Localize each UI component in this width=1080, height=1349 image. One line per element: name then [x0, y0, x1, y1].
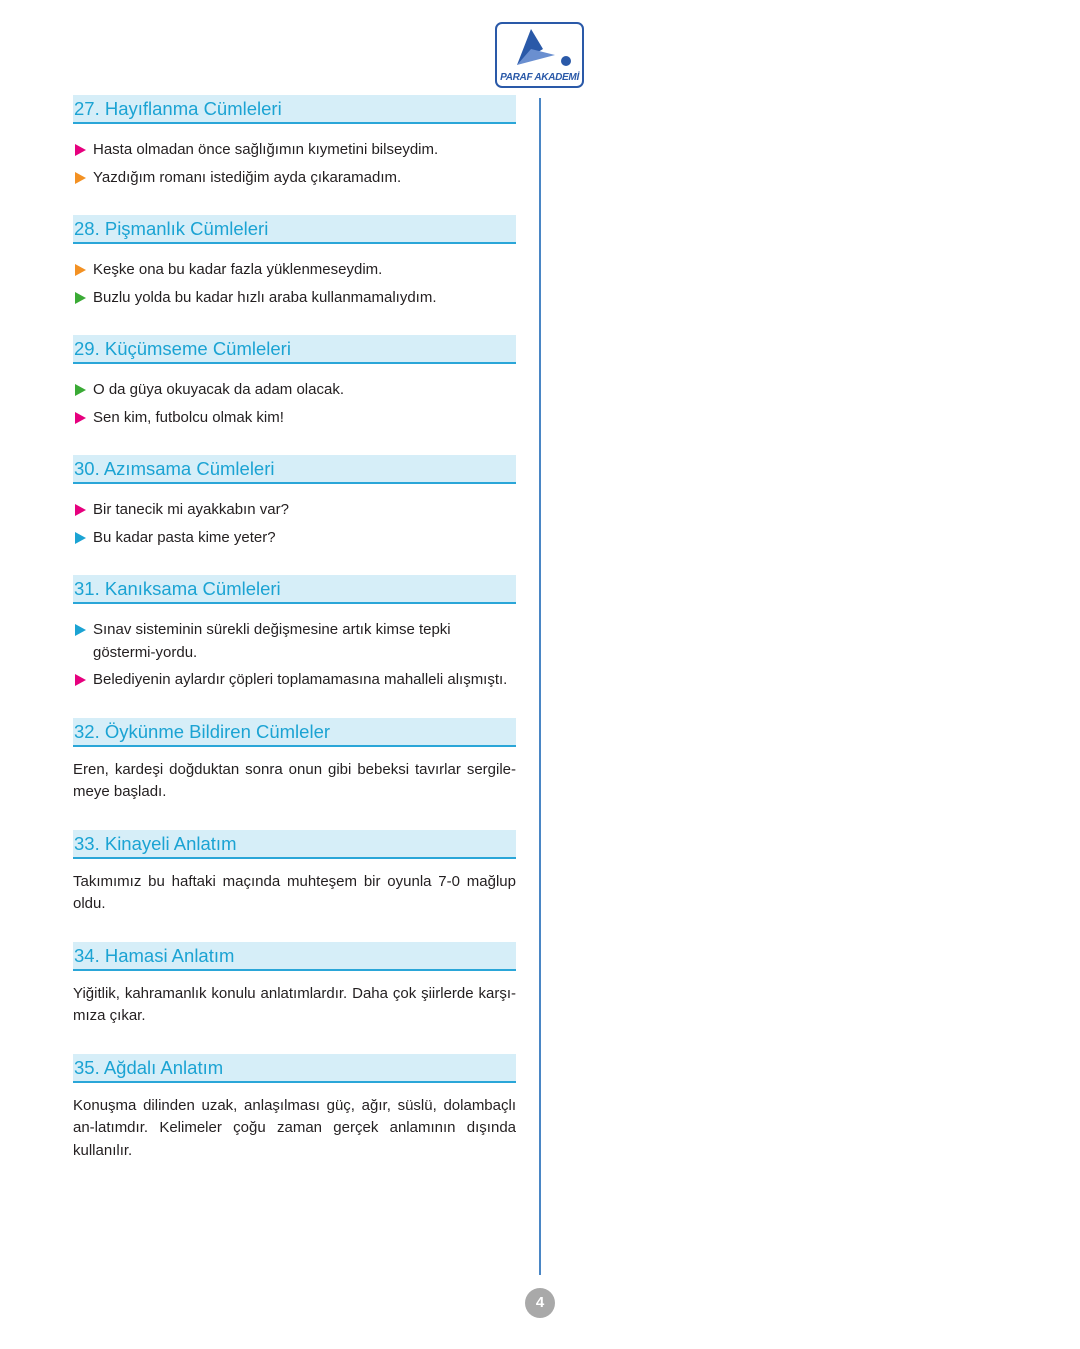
section-heading: 31. Kanıksama Cümleleri [73, 575, 516, 604]
vertical-rule [539, 98, 541, 1275]
example-item [73, 167, 516, 190]
triangle-bullet-icon [75, 264, 86, 276]
triangle-bullet-icon [75, 412, 86, 424]
example-text: Yazdığım romanı istediğim ayda çıkaramadım. [93, 168, 402, 186]
triangle-bullet-icon [75, 172, 86, 184]
example-item [73, 379, 516, 402]
example-text: Keşke ona bu kadar fazla yüklenmeseydim. [93, 261, 383, 278]
triangle-bullet-icon [75, 674, 86, 686]
example-text: O da güya okuyacak da adam olacak. [93, 381, 344, 398]
example-item [73, 259, 516, 282]
example-item [73, 499, 516, 522]
example-item [73, 527, 516, 550]
example-text: Bu kadar pasta kime yeter? [93, 528, 276, 546]
logo-mark-icon [509, 27, 575, 71]
section-heading: 30. Azımsama Cümleleri [73, 455, 516, 484]
paraf-akademi-logo [495, 22, 584, 88]
main-content [73, 95, 516, 1188]
section-paragraph: Yiğitlik, kahramanlık konulu anlatımlardır. Daha çok şiirlerde karşı-mıza çıkar. [73, 984, 516, 1024]
triangle-bullet-icon [75, 532, 86, 544]
example-item [73, 619, 516, 664]
triangle-bullet-icon [75, 624, 86, 636]
section-heading: 28. Pişmanlık Cümleleri [73, 215, 516, 244]
example-item [73, 669, 516, 692]
section [73, 1054, 516, 1163]
example-list [73, 604, 516, 692]
section [73, 95, 516, 189]
example-list [73, 124, 516, 189]
section [73, 455, 516, 549]
example-text: Sınav sisteminin sürekli değişmesine artık kimse tepki göstermi-yordu. [93, 621, 451, 661]
triangle-bullet-icon [75, 292, 86, 304]
triangle-bullet-icon [75, 144, 86, 156]
section [73, 335, 516, 429]
section-heading: 32. Öykünme Bildiren Cümleler [73, 718, 516, 747]
section [73, 215, 516, 309]
example-item [73, 287, 516, 310]
section-heading: 33. Kinayeli Anlatım [73, 830, 516, 859]
section-paragraph: Eren, kardeşi doğduktan sonra onun gibi bebeksi tavırlar sergile-meye başladı. [73, 760, 516, 800]
section [73, 718, 516, 804]
section-heading: 35. Ağdalı Anlatım [73, 1054, 516, 1083]
example-text: Bir tanecik mi ayakkabın var? [93, 501, 289, 518]
section-paragraph: Konuşma dilinden uzak, anlaşılması güç, ağır, süslü, dolambaçlı an-latımdır. Kelimeler çoğu zaman gerçek anlamının dışında kullanılır. [73, 1096, 516, 1159]
example-text: Buzlu yolda bu kadar hızlı araba kullanmamalıydım. [93, 288, 437, 306]
section-paragraph: Takımımız bu haftaki maçında muhteşem bir oyunla 7-0 mağlup oldu. [73, 872, 516, 912]
section [73, 942, 516, 1028]
example-list [73, 364, 516, 429]
logo-text: PARAF AKADEMİ [500, 72, 579, 83]
example-text: Sen kim, futbolcu olmak kim! [93, 408, 284, 426]
section-heading: 27. Hayıflanma Cümleleri [73, 95, 516, 124]
example-list [73, 484, 516, 549]
triangle-bullet-icon [75, 384, 86, 396]
example-text: Hasta olmadan önce sağlığımın kıymetini bilseydim. [93, 141, 439, 158]
example-list [73, 244, 516, 309]
section-heading: 34. Hamasi Anlatım [73, 942, 516, 971]
page-number: 4 [525, 1288, 555, 1318]
section [73, 830, 516, 916]
example-item [73, 139, 516, 162]
example-item [73, 407, 516, 430]
example-text: Belediyenin aylardır çöpleri toplamamasına mahalleli alışmıştı. [93, 671, 508, 688]
section-heading: 29. Küçümseme Cümleleri [73, 335, 516, 364]
section [73, 575, 516, 692]
triangle-bullet-icon [75, 504, 86, 516]
